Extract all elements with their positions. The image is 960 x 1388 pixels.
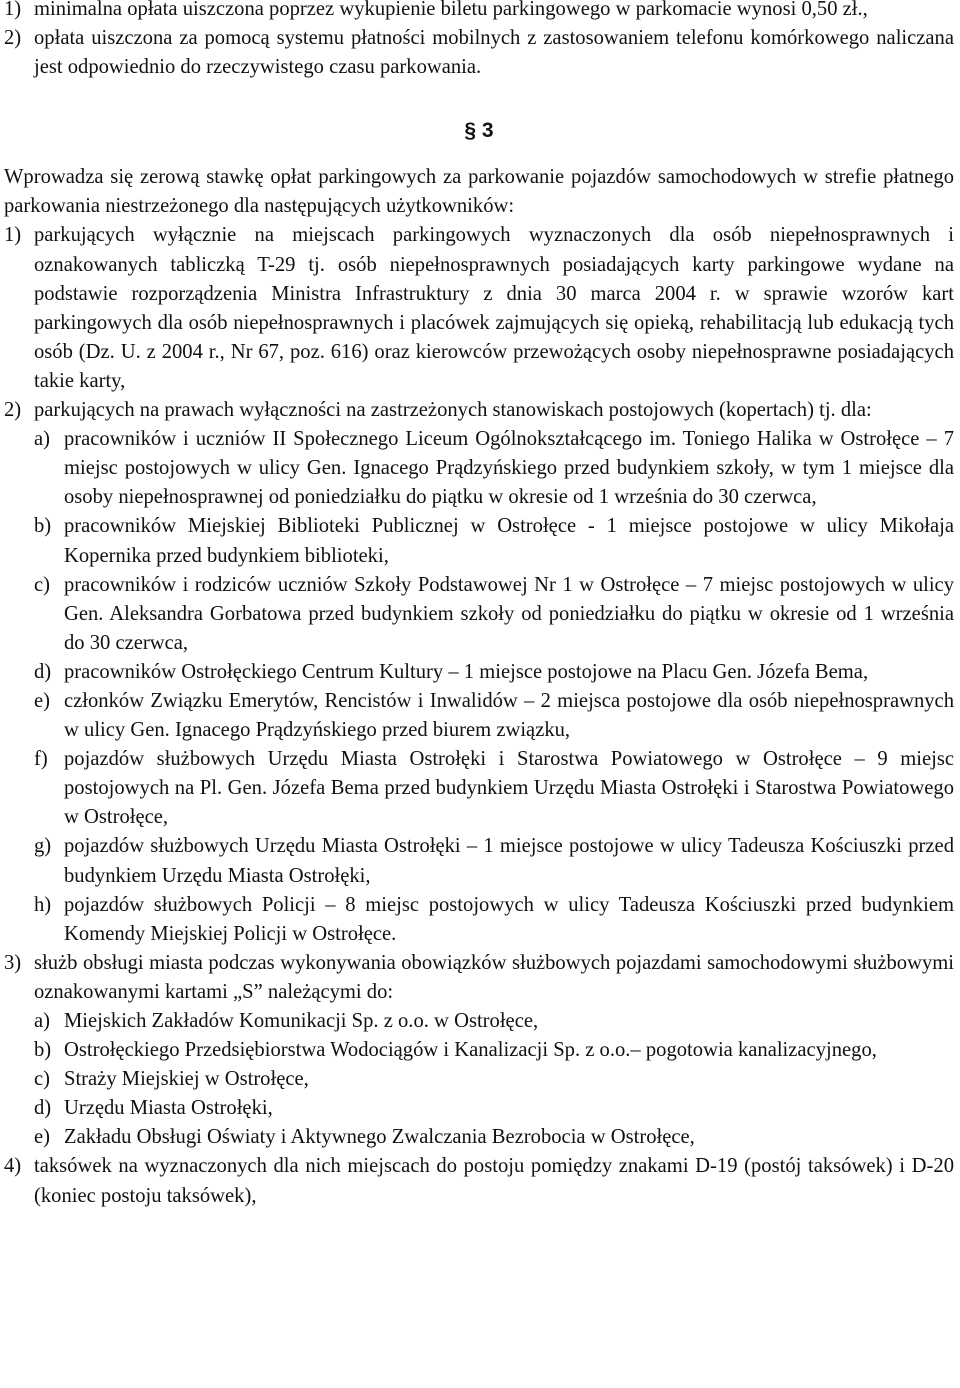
sub-item-text: pojazdów służbowych Policji – 8 miejsc postojowych w ulicy Tadeusza Kościuszki przed budynkiem Komendy Miejskiej Policji w Ostrołęce. [64, 893, 954, 945]
sub-item-text: pracowników i uczniów II Społecznego Liceum Ogólnokształcącego im. Toniego Halika w Ostrołęce – 7 miejsc postojowych w ulicy Gen. Ignacego Prądzyńskiego przed budynkiem szkoły, w tym 1 miejsce dla osoby niepełnosprawnej od poniedziałku do piątku w okresie od 1 września do 30 czerwca, [64, 428, 954, 509]
sub-item [34, 1065, 954, 1094]
sub-item [34, 687, 954, 745]
list-item [4, 949, 954, 1153]
item-number: 2) [4, 399, 22, 422]
sub-item-text: Urzędu Miasta Ostrołęki, [64, 1097, 273, 1120]
sub-item-text: pojazdów służbowych Urzędu Miasta Ostrołęki i Starostwa Powiatowego w Ostrołęce – 9 miejsc postojowych na Pl. Gen. Józefa Bema przed budynkiem Urzędu Miasta Ostrołęki i Starostwa Powiatowego w Ostrołęce, [64, 748, 954, 829]
item-number: 1) [4, 0, 22, 20]
sub-item [34, 1007, 954, 1036]
list-item [4, 396, 954, 949]
sub-item [34, 571, 954, 658]
item-number: 2) [4, 27, 22, 50]
section-heading: § 3 [464, 119, 494, 143]
sub-item-letter: a) [34, 1010, 50, 1032]
sub-item-letter: e) [34, 1126, 50, 1149]
sub-item-letter: f) [34, 748, 48, 771]
item-number: 3) [4, 951, 22, 974]
list-item [4, 24, 954, 82]
sub-item-letter: c) [34, 1068, 50, 1091]
sub-item [34, 512, 954, 570]
sub-item-text: pracowników i rodziców uczniów Szkoły Podstawowej Nr 1 w Ostrołęce – 7 miejsc postojowych w ulicy Gen. Aleksandra Gorbatowa przed budynkiem szkoły od poniedziałku do piątku w okresie od 1 września do 30 czerwca, [64, 573, 954, 654]
sub-item [34, 832, 954, 890]
sub-item-text: Straży Miejskiej w Ostrołęce, [64, 1068, 309, 1091]
item-text: służb obsługi miasta podczas wykonywania obowiązków służbowych pojazdami samochodowymi służbowymi oznakowanymi kartami „S” należącymi do: [34, 951, 954, 1003]
top-list [4, 0, 954, 82]
sub-item [34, 1094, 954, 1123]
item-text: taksówek na wyznaczonych dla nich miejscach do postoju pomiędzy znakami D-19 (postój taksówek) i D-20 (koniec postoju taksówek), [34, 1155, 954, 1207]
item-body [34, 949, 954, 1153]
sub-item-letter: d) [34, 660, 52, 683]
sub-item-text: pracowników Ostrołęckiego Centrum Kultury – 1 miejsce postojowe na Placu Gen. Józefa Bema, [64, 660, 869, 683]
item-body [34, 396, 954, 949]
sub-item-text: członków Związku Emerytów, Rencistów i Inwalidów – 2 miejsca postojowe dla osób niepełnosprawnych w ulicy Gen. Ignacego Prądzyńskiego przed biurem związku, [64, 689, 954, 742]
item-number: 1) [4, 224, 22, 247]
sub-item-letter: e) [34, 689, 50, 712]
list-item [4, 1152, 954, 1210]
sub-item [34, 658, 954, 687]
sub-item [34, 745, 954, 832]
item-text: opłata uiszczona za pomocą systemu płatności mobilnych z zastosowaniem telefonu komórkowego naliczana jest odpowiednio do rzeczywistego czasu parkowania. [34, 27, 954, 79]
sub-item-text: pracowników Miejskiej Biblioteki Publicznej w Ostrołęce - 1 miejsce postojowe w ulicy Mikołaja Kopernika przed budynkiem biblioteki, [64, 515, 954, 567]
sub-item-text: Ostrołęckiego Przedsiębiorstwa Wodociągów i Kanalizacji Sp. z o.o.– pogotowia kanalizacyjnego, [64, 1039, 877, 1062]
item-text: minimalna opłata uiszczona poprzez wykupienie biletu parkingowego w parkomacie wynosi 0,50 zł., [34, 0, 868, 20]
sub-item-letter: b) [34, 1039, 52, 1062]
list-item [4, 0, 954, 24]
sub-item-letter: c) [34, 573, 50, 596]
sub-item [34, 425, 954, 512]
sub-item-letter: d) [34, 1097, 52, 1120]
list-item [4, 221, 954, 396]
sub-item-text: pojazdów służbowych Urzędu Miasta Ostrołęki – 1 miejsce postojowe w ulicy Tadeusza Kościuszki przed budynkiem Urzędu Miasta Ostrołęki, [64, 835, 954, 887]
sub-item-letter: a) [34, 428, 50, 451]
item-text: parkujących wyłącznie na miejscach parkingowych wyznaczonych dla osób niepełnosprawnych i oznakowanych tabliczką T-29 tj. osób niepełnosprawnych posiadających karty parkingowe wydane na podstawie rozporządzenia Ministra Infrastruktury z dnia 30 marca 2004 r. w sprawie wzorów kart parkingowych dla osób niepełnosprawnych i placówek zajmujących się opieką, rehabilitacją lub edukacją tych osób (Dz. U. z 2004 r., Nr 67, poz. 616) oraz kierowców przewożących osoby niepełnosprawne posiadających takie karty, [34, 224, 954, 392]
sub-item-text: Miejskich Zakładów Komunikacji Sp. z o.o. w Ostrołęce, [64, 1010, 539, 1032]
sub-item-letter: h) [34, 893, 52, 916]
sub-item [34, 1123, 954, 1152]
section-intro: Wprowadza się zerową stawkę opłat parkingowych za parkowanie pojazdów samochodowych w strefie płatnego parkowania niestrzeżonego dla następujących użytkowników: [4, 166, 954, 218]
item-text: parkujących na prawach wyłączności na zastrzeżonych stanowiskach postojowych (kopertach) tj. dla: [34, 399, 872, 422]
sub-item [34, 891, 954, 949]
sub-item-text: Zakładu Obsługi Oświaty i Aktywnego Zwalczania Bezrobocia w Ostrołęce, [64, 1126, 695, 1149]
sub-item-letter: b) [34, 515, 52, 538]
main-list [4, 221, 954, 1210]
sub-item [34, 1036, 954, 1065]
sub-item-letter: g) [34, 835, 52, 858]
item-number: 4) [4, 1155, 22, 1178]
